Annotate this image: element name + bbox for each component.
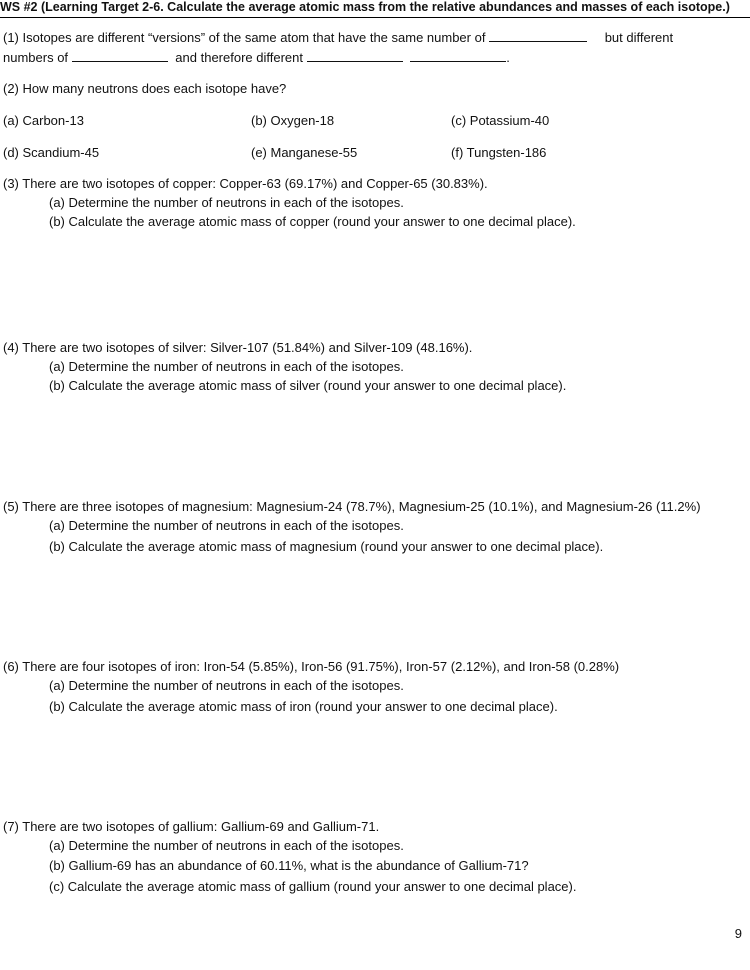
question-6-prompt: (6) There are four isotopes of iron: Iron-54 (5.85%), Iron-56 (91.75%), Iron-57 (2.12%), and Iron-58 (0.28%) xyxy=(3,659,620,674)
question-7-prompt: (7) There are two isotopes of gallium: Gallium-69 and Gallium-71. xyxy=(3,819,380,834)
q1-text-1: (1) Isotopes are different “versions” of the same atom that have the same number of xyxy=(3,30,486,45)
q4-part-a: (a) Determine the number of neutrons in each of the isotopes. xyxy=(49,359,404,374)
q1-text-4: and therefore different xyxy=(175,50,303,65)
q1-blank-1[interactable] xyxy=(489,28,587,42)
q5-part-b: (b) Calculate the average atomic mass of magnesium (round your answer to one decimal place). xyxy=(49,539,604,554)
q1-blank-3[interactable] xyxy=(307,48,403,62)
q3-part-a: (a) Determine the number of neutrons in each of the isotopes. xyxy=(49,195,404,210)
question-4-prompt: (4) There are two isotopes of silver: Silver-107 (51.84%) and Silver-109 (48.16%). xyxy=(3,340,473,355)
question-1-line-2 xyxy=(3,48,510,68)
q6-part-b: (b) Calculate the average atomic mass of iron (round your answer to one decimal place). xyxy=(49,699,558,714)
q6-part-a: (a) Determine the number of neutrons in each of the isotopes. xyxy=(49,678,404,693)
q1-period: . xyxy=(506,50,510,65)
question-2-prompt: (2) How many neutrons does each isotope have? xyxy=(3,81,287,96)
q2-item-e: (e) Manganese-55 xyxy=(251,145,358,160)
q1-blank-4[interactable] xyxy=(410,48,506,62)
worksheet-title: WS #2 (Learning Target 2-6. Calculate the average atomic mass from the relative abundances and masses of each isotope.) xyxy=(0,0,730,14)
q4-part-b: (b) Calculate the average atomic mass of silver (round your answer to one decimal place). xyxy=(49,378,567,393)
question-3-prompt: (3) There are two isotopes of copper: Copper-63 (69.17%) and Copper-65 (30.83%). xyxy=(3,176,488,191)
question-1-line-1 xyxy=(3,28,673,48)
q5-part-a: (a) Determine the number of neutrons in each of the isotopes. xyxy=(49,518,404,533)
question-5-prompt: (5) There are three isotopes of magnesium: Magnesium-24 (78.7%), Magnesium-25 (10.1%), and Magnesium-26 (11.2%) xyxy=(3,499,701,514)
page-number: 9 xyxy=(734,926,742,941)
q1-blank-2[interactable] xyxy=(72,48,168,62)
q7-part-b: (b) Gallium-69 has an abundance of 60.11%, what is the abundance of Gallium-71? xyxy=(49,858,529,873)
q3-part-b: (b) Calculate the average atomic mass of copper (round your answer to one decimal place). xyxy=(49,214,576,229)
q2-item-d: (d) Scandium-45 xyxy=(3,145,100,160)
q1-text-2: but different xyxy=(604,30,674,45)
q2-item-c: (c) Potassium-40 xyxy=(451,113,550,128)
q7-part-a: (a) Determine the number of neutrons in each of the isotopes. xyxy=(49,838,404,853)
q2-item-b: (b) Oxygen-18 xyxy=(251,113,335,128)
title-underline xyxy=(0,17,750,18)
q1-text-3: numbers of xyxy=(3,50,69,65)
q2-item-a: (a) Carbon-13 xyxy=(3,113,84,128)
q7-part-c: (c) Calculate the average atomic mass of gallium (round your answer to one decimal place). xyxy=(49,879,577,894)
q2-item-f: (f) Tungsten-186 xyxy=(451,145,547,160)
